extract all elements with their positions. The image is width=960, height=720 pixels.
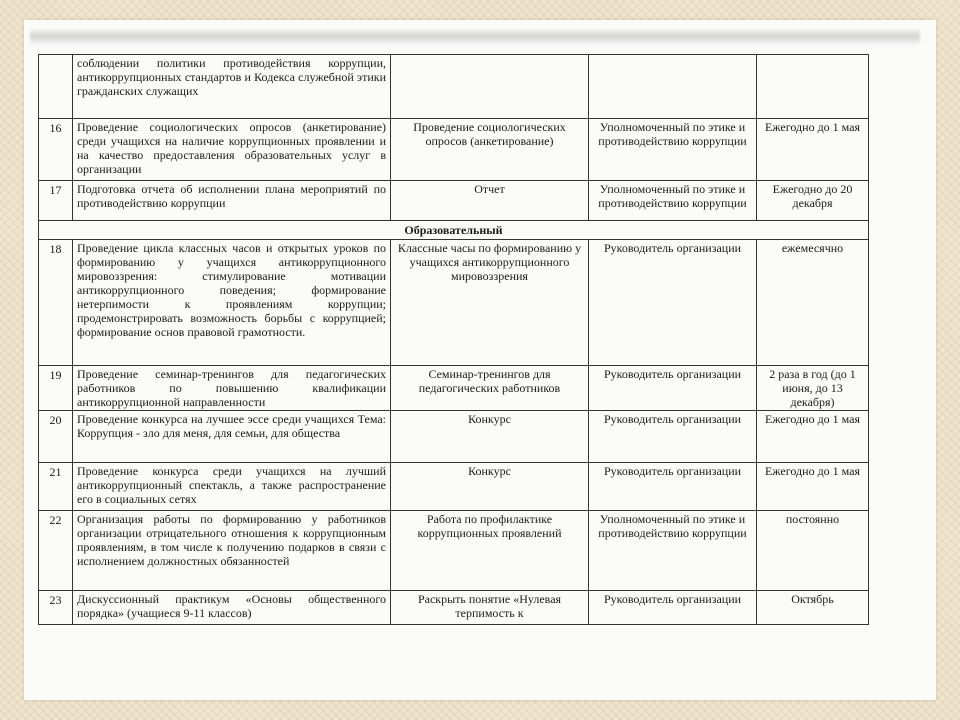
row-term: Октябрь: [757, 591, 869, 625]
row-number: 23: [39, 591, 73, 625]
section-title: Образовательный: [39, 221, 869, 240]
row-term: Ежегодно до 20 декабря: [757, 181, 869, 221]
row-term: [757, 55, 869, 119]
section-header-body: [39, 221, 869, 240]
table-row: [39, 511, 869, 591]
row-number: 22: [39, 511, 73, 591]
row-action: соблюдении политики противодействия коррупции, антикоррупционных стандартов и Кодекса служебной этики гражданских служащих: [73, 55, 391, 119]
row-action: Проведение конкурса среди учащихся на лучший антикоррупционный спектакль, а также распространение его в социальных сетях: [73, 463, 391, 511]
row-action: Подготовка отчета об исполнении плана мероприятий по противодействию коррупции: [73, 181, 391, 221]
scan-artifact: [30, 28, 920, 46]
table-row: [39, 411, 869, 463]
row-number: 20: [39, 411, 73, 463]
table-body-bottom: [39, 240, 869, 625]
row-responsible: Руководитель организации: [589, 411, 757, 463]
anticorruption-plan-table: [38, 54, 869, 625]
row-form: Конкурс: [391, 463, 589, 511]
table-row: [39, 240, 869, 366]
row-term: Ежегодно до 1 мая: [757, 463, 869, 511]
row-responsible: Руководитель организации: [589, 591, 757, 625]
row-action: Проведение социологических опросов (анкетирование) среди учащихся на наличие коррупционных проявлении и на качество предоставления образовательных услуг в организации: [73, 119, 391, 181]
row-form: Семинар-тренингов для педагогических работников: [391, 366, 589, 411]
table-row: [39, 366, 869, 411]
row-form: Конкурс: [391, 411, 589, 463]
section-row: [39, 221, 869, 240]
row-form: [391, 55, 589, 119]
row-form: Работа по профилактике коррупционных проявлений: [391, 511, 589, 591]
row-number: 16: [39, 119, 73, 181]
row-action: Дискуссионный практикум «Основы общественного порядка» (учащиеся 9-11 классов): [73, 591, 391, 625]
row-term: Ежегодно до 1 мая: [757, 119, 869, 181]
row-action: Проведение семинар-тренингов для педагогических работников по повышению квалификации антикоррупционной направленности: [73, 366, 391, 411]
row-number: 19: [39, 366, 73, 411]
row-term: постоянно: [757, 511, 869, 591]
table-row: [39, 119, 869, 181]
row-action: Организация работы по формированию у работников организации отрицательного отношения к коррупционным проявлениям, в том числе к получению подарков в связи с исполнением должностных обязанностей: [73, 511, 391, 591]
row-responsible: Уполномоченный по этике и противодействию коррупции: [589, 119, 757, 181]
row-term: ежемесячно: [757, 240, 869, 366]
row-action: Проведение цикла классных часов и открытых уроков по формированию у учащихся антикоррупционного мировоззрения: стимулирование мотивации антикоррупционного поведения; формирование нетерпимости к проявлениям коррупции; продемонстрировать возможность борьбы с коррупцией; формирование основ правовой грамотности.: [73, 240, 391, 366]
row-responsible: Уполномоченный по этике и противодействию коррупции: [589, 181, 757, 221]
table-row: [39, 591, 869, 625]
row-form: Проведение социологических опросов (анкетирование): [391, 119, 589, 181]
row-form: Отчет: [391, 181, 589, 221]
table-row: [39, 55, 869, 119]
row-responsible: Руководитель организации: [589, 366, 757, 411]
row-form: Раскрыть понятие «Нулевая терпимость к: [391, 591, 589, 625]
row-term: 2 раза в год (до 1 июня, до 13 декабря): [757, 366, 869, 411]
table-body-top: [39, 55, 869, 221]
row-action: Проведение конкурса на лучшее эссе среди учащихся Тема: Коррупция - зло для меня, для семьи, для общества: [73, 411, 391, 463]
row-responsible: Руководитель организации: [589, 240, 757, 366]
row-number: [39, 55, 73, 119]
row-responsible: Руководитель организации: [589, 463, 757, 511]
row-responsible: Уполномоченный по этике и противодействию коррупции: [589, 511, 757, 591]
row-term: Ежегодно до 1 мая: [757, 411, 869, 463]
table-row: [39, 463, 869, 511]
row-number: 21: [39, 463, 73, 511]
row-form: Классные часы по формированию у учащихся антикоррупционного мировоззрения: [391, 240, 589, 366]
table-row: [39, 181, 869, 221]
row-responsible: [589, 55, 757, 119]
row-number: 18: [39, 240, 73, 366]
row-number: 17: [39, 181, 73, 221]
